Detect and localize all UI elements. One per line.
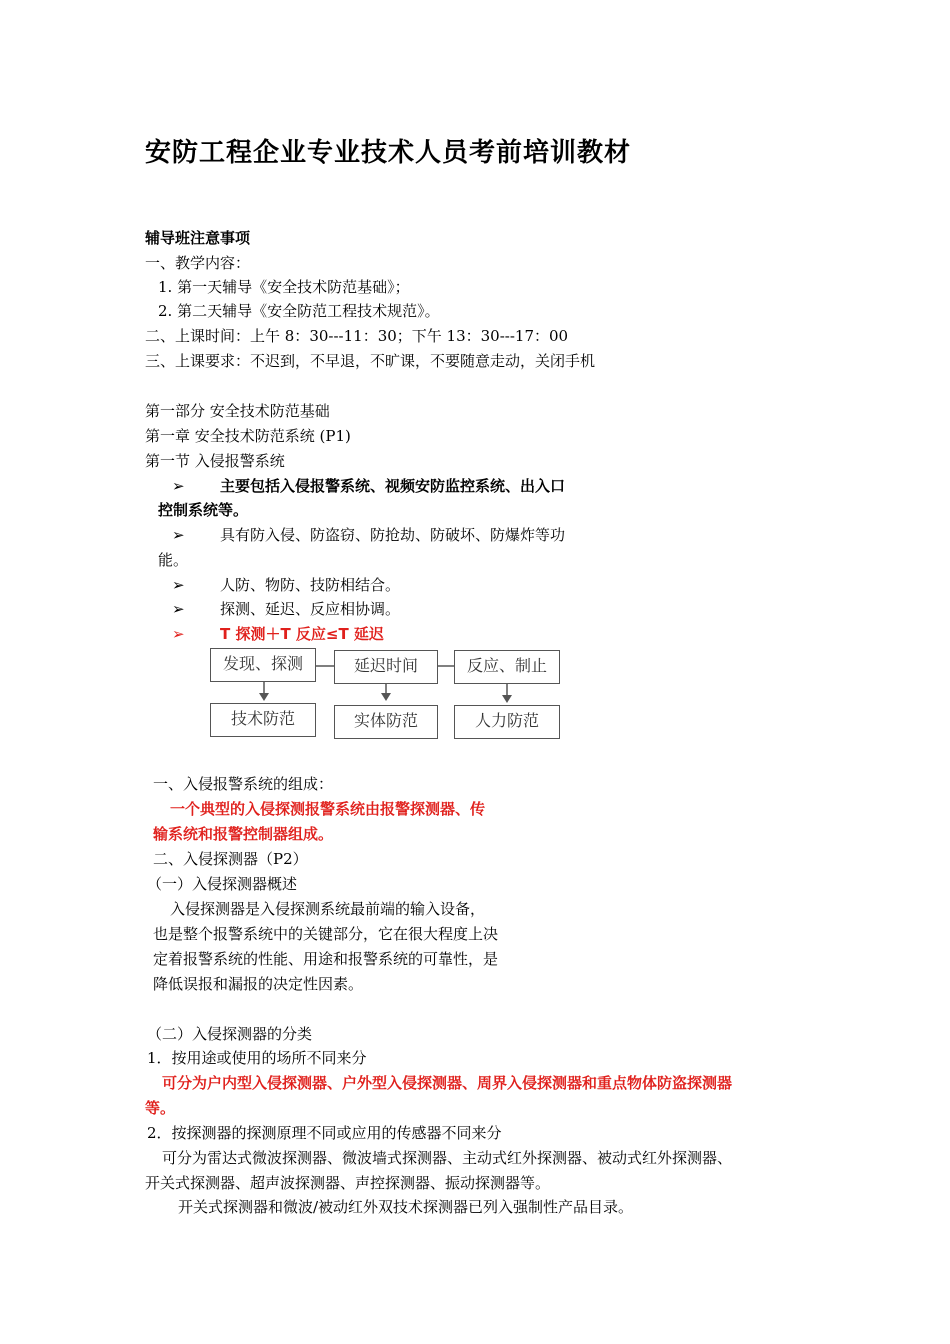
classification-1: 1．按用途或使用的场所不同来分 <box>147 1049 367 1067</box>
composition-heading: 一、入侵报警系统的组成： <box>153 775 334 793</box>
classification-1-detail-end: 等。 <box>145 1099 176 1117</box>
detector-heading: 二、入侵探测器（P2） <box>153 850 308 868</box>
bullet-item-4 <box>172 599 400 619</box>
notice-line-5: 三、上课要求：不迟到，不早退，不旷课，不要随意走动，关闭手机 <box>145 352 596 370</box>
overview-line-4: 降低误报和漏报的决定性因素。 <box>153 975 364 993</box>
chapter-heading: 第一章 安全技术防范系统 (P1) <box>145 427 351 445</box>
mandatory-note: 开关式探测器和微波/被动红外双技术探测器已列入强制性产品目录。 <box>178 1198 634 1216</box>
bullet-arrow-icon: ➢ <box>172 477 185 495</box>
bullet-item-5 <box>172 624 384 644</box>
classification-2-detail: 可分为雷达式微波探测器、微波墙式探测器、主动式红外探测器、被动式红外探测器、 <box>162 1149 733 1167</box>
bullet-2-continuation: 能。 <box>158 551 189 569</box>
diagram-box-human: 人力防范 <box>454 705 560 739</box>
notice-line-1: 一、教学内容： <box>145 254 251 272</box>
prevention-diagram <box>208 646 564 742</box>
diagram-box-detect: 发现、探测 <box>210 648 316 682</box>
bullet-2-text: 具有防入侵、防盗窃、防抢劫、防破坏、防爆炸等功 <box>220 526 566 544</box>
diagram-box-delay: 延迟时间 <box>334 650 438 684</box>
composition-text-1: 一个典型的入侵探测报警系统由报警探测器、传 <box>170 800 486 818</box>
bullet-item-1 <box>172 476 565 496</box>
classification-heading: （二）入侵探测器的分类 <box>147 1025 313 1043</box>
bullet-arrow-icon: ➢ <box>172 600 185 618</box>
diagram-box-technical: 技术防范 <box>210 703 316 737</box>
overview-heading: （一）入侵探测器概述 <box>147 875 298 893</box>
bullet-5-formula: T 探测＋T 反应≤T 延迟 <box>220 625 384 643</box>
bullet-1-continuation: 控制系统等。 <box>158 501 249 519</box>
bullet-arrow-icon: ➢ <box>172 576 185 594</box>
bullet-1-text: 主要包括入侵报警系统、视频安防监控系统、出入口 <box>220 477 566 495</box>
overview-line-2: 也是整个报警系统中的关键部分，它在很大程度上决 <box>153 925 499 943</box>
bullet-arrow-icon: ➢ <box>172 625 185 643</box>
diagram-box-physical: 实体防范 <box>334 705 438 739</box>
notice-line-2: 1. 第一天辅导《安全技术防范基础》； <box>158 278 410 296</box>
arrow-down-icon <box>502 695 512 703</box>
overview-line-3: 定着报警系统的性能、用途和报警系统的可靠性，是 <box>153 950 499 968</box>
notice-line-3: 2. 第二天辅导《安全防范工程技术规范》。 <box>158 302 440 320</box>
bullet-arrow-icon: ➢ <box>172 526 185 544</box>
classification-2-detail-end: 开关式探测器、超声波探测器、声控探测器、振动探测器等。 <box>145 1174 551 1192</box>
composition-text-2: 输系统和报警控制器组成。 <box>153 825 334 843</box>
bullet-4-text: 探测、延迟、反应相协调。 <box>220 600 401 618</box>
classification-2: 2．按探测器的探测原理不同或应用的传感器不同来分 <box>147 1124 502 1142</box>
bullet-item-2 <box>172 525 565 545</box>
document-title: 安防工程企业专业技术人员考前培训教材 <box>145 138 632 168</box>
notice-heading: 辅导班注意事项 <box>145 229 251 247</box>
overview-line-1: 入侵探测器是入侵探测系统最前端的输入设备， <box>170 900 486 918</box>
classification-1-detail: 可分为户内型入侵探测器、户外型入侵探测器、周界入侵探测器和重点物体防盗探测器 <box>162 1074 733 1092</box>
arrow-down-icon <box>259 693 269 701</box>
bullet-3-text: 人防、物防、技防相结合。 <box>220 576 401 594</box>
diagram-box-respond: 反应、制止 <box>454 650 560 684</box>
bullet-item-3 <box>172 575 400 595</box>
arrow-down-icon <box>381 693 391 701</box>
part-heading: 第一部分 安全技术防范基础 <box>145 402 330 420</box>
notice-line-4: 二、上课时间：上午 8：30---11：30；下午 13：30---17：00 <box>145 327 569 345</box>
section-heading: 第一节 入侵报警系统 <box>145 452 285 470</box>
